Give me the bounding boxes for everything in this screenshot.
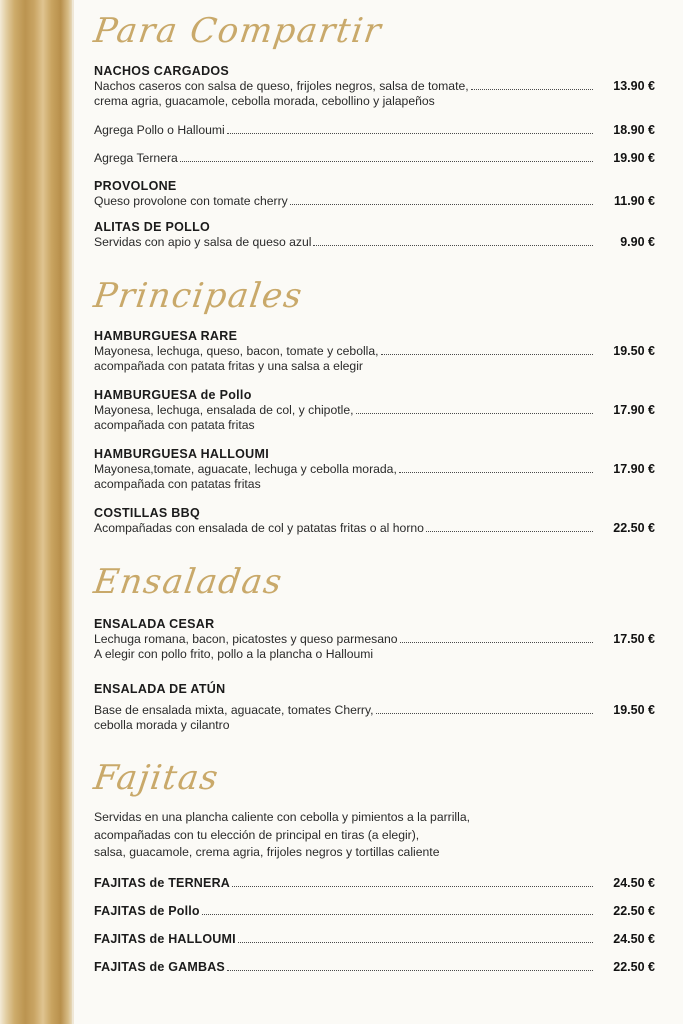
item-description: Mayonesa, lechuga, ensalada de col, y chipotle,	[94, 403, 354, 417]
item-desc-price-row	[94, 403, 655, 418]
item-price: 19.90 €	[613, 151, 655, 165]
item-description: Acompañadas con ensalada de col y patatas fritas o al horno	[94, 521, 424, 535]
leader-dots	[399, 471, 593, 473]
fajitas-description-line3: salsa, guacamole, crema agria, frijoles negros y tortillas caliente	[94, 845, 440, 860]
menu-item-ensalada-de-atun	[94, 682, 655, 732]
section-title: Principales	[91, 276, 306, 316]
menu-item-provolone	[94, 179, 655, 209]
item-desc-price-row	[94, 632, 655, 647]
leader-dots	[227, 969, 593, 971]
item-description: Servidas con apio y salsa de queso azul	[94, 235, 312, 249]
item-description: Lechuga romana, bacon, picatostes y queso parmesano	[94, 632, 398, 646]
leader-dots	[238, 941, 593, 943]
item-desc-price-row	[94, 79, 655, 94]
section-title: Fajitas	[91, 758, 222, 798]
menu-item-hamburguesa-de-pollo	[94, 388, 655, 432]
item-name: Agrega Pollo o Halloumi	[94, 123, 225, 137]
item-name: ENSALADA CESAR	[94, 617, 215, 631]
menu-item-fajitas-gambas	[94, 960, 655, 975]
menu-item-alitas-de-pollo	[94, 220, 655, 250]
item-name: ALITAS DE POLLO	[94, 220, 211, 234]
fajitas-description-line1: Servidas en una plancha caliente con cebolla y pimientos a la parrilla,	[94, 810, 471, 824]
decorative-gold-band	[0, 0, 74, 1024]
menu-item-ensalada-cesar	[94, 617, 655, 661]
item-description-line2: acompañada con patatas fritas	[94, 477, 261, 491]
fajitas-description-line2: acompañadas con tu elección de principal en tiras (a elegir),	[94, 827, 420, 842]
item-price: 17.50 €	[613, 632, 655, 646]
item-description: Mayonesa, lechuga, queso, bacon, tomate y cebolla,	[94, 344, 379, 358]
section-title: Para Compartir	[91, 11, 385, 51]
menu-item-hamburguesa-halloumi	[94, 447, 655, 491]
item-price: 13.90 €	[613, 79, 655, 93]
item-name-price-row	[94, 960, 655, 975]
leader-dots	[232, 885, 593, 887]
item-name: FAJITAS de Pollo	[94, 904, 200, 919]
item-name: FAJITAS de GAMBAS	[94, 960, 225, 975]
item-description-line2: cebolla morada y cilantro	[94, 718, 230, 732]
item-description-line2: acompañada con patata fritas	[94, 418, 255, 432]
menu-item-hamburguesa-rare	[94, 329, 655, 373]
item-name: PROVOLONE	[94, 179, 177, 193]
menu-item-agrega-ternera	[94, 151, 655, 166]
item-desc-price-row	[94, 194, 655, 209]
section-principales	[91, 261, 655, 329]
item-name: Agrega Ternera	[94, 151, 178, 165]
item-name: ENSALADA DE ATÚN	[94, 682, 226, 696]
leader-dots	[290, 203, 593, 205]
item-name: NACHOS CARGADOS	[94, 64, 230, 78]
item-name: HAMBURGUESA HALLOUMI	[94, 447, 269, 461]
item-desc-price-row	[94, 344, 655, 359]
item-description: Mayonesa,tomate, aguacate, lechuga y cebolla morada,	[94, 462, 397, 476]
item-name-price-row	[94, 151, 655, 166]
item-name-price-row	[94, 876, 655, 891]
item-name: FAJITAS de TERNERA	[94, 876, 231, 891]
item-name: FAJITAS de HALLOUMI	[94, 932, 236, 947]
leader-dots	[376, 712, 593, 714]
leader-dots	[180, 160, 593, 162]
item-desc-price-row	[94, 462, 655, 477]
leader-dots	[227, 132, 593, 134]
leader-dots	[426, 530, 593, 532]
item-price: 17.90 €	[613, 403, 655, 417]
menu-item-agrega-pollo-halloumi	[94, 123, 655, 138]
leader-dots	[471, 88, 593, 90]
menu-item-fajitas-halloumi	[94, 932, 655, 947]
leader-dots	[356, 412, 594, 414]
leader-dots	[400, 641, 593, 643]
item-name: HAMBURGUESA RARE	[94, 329, 238, 343]
leader-dots	[202, 913, 593, 915]
menu-content	[74, 0, 683, 1024]
menu-item-fajitas-pollo	[94, 904, 655, 919]
item-price: 19.50 €	[613, 344, 655, 358]
item-name-price-row	[94, 904, 655, 919]
item-price: 11.90 €	[613, 194, 655, 208]
item-price: 19.50 €	[613, 703, 655, 717]
item-desc-price-row	[94, 521, 655, 536]
item-description: Queso provolone con tomate cherry	[94, 194, 288, 208]
item-name-price-row	[94, 123, 655, 138]
item-desc-price-row	[94, 235, 655, 250]
item-price: 9.90 €	[620, 235, 655, 249]
item-description: Base de ensalada mixta, aguacate, tomates Cherry,	[94, 703, 374, 717]
menu-item-nachos-cargados	[94, 64, 655, 108]
section-ensaladas	[91, 545, 655, 617]
item-price: 22.50 €	[613, 904, 655, 919]
item-desc-price-row	[94, 703, 655, 718]
fajitas-description	[94, 809, 655, 862]
menu-item-fajitas-ternera	[94, 876, 655, 891]
item-name: COSTILLAS BBQ	[94, 506, 200, 520]
section-fajitas	[91, 741, 655, 809]
section-title: Ensaladas	[91, 562, 286, 602]
item-name-price-row	[94, 932, 655, 947]
item-description-line2: crema agria, guacamole, cebolla morada, cebollino y jalapeños	[94, 94, 435, 108]
section-para-compartir	[91, 0, 655, 64]
item-price: 24.50 €	[613, 932, 655, 947]
leader-dots	[313, 244, 593, 246]
item-price: 24.50 €	[613, 876, 655, 891]
item-price: 17.90 €	[613, 462, 655, 476]
leader-dots	[381, 353, 593, 355]
item-description-line2: A elegir con pollo frito, pollo a la plancha o Halloumi	[94, 647, 374, 661]
item-price: 22.50 €	[613, 960, 655, 975]
item-description-line2: acompañada con patata fritas y una salsa a elegir	[94, 359, 363, 373]
item-price: 22.50 €	[613, 521, 655, 535]
menu-item-costillas-bbq	[94, 506, 655, 536]
item-description: Nachos caseros con salsa de queso, frijoles negros, salsa de tomate,	[94, 79, 469, 93]
item-name: HAMBURGUESA de Pollo	[94, 388, 252, 402]
item-price: 18.90 €	[613, 123, 655, 137]
